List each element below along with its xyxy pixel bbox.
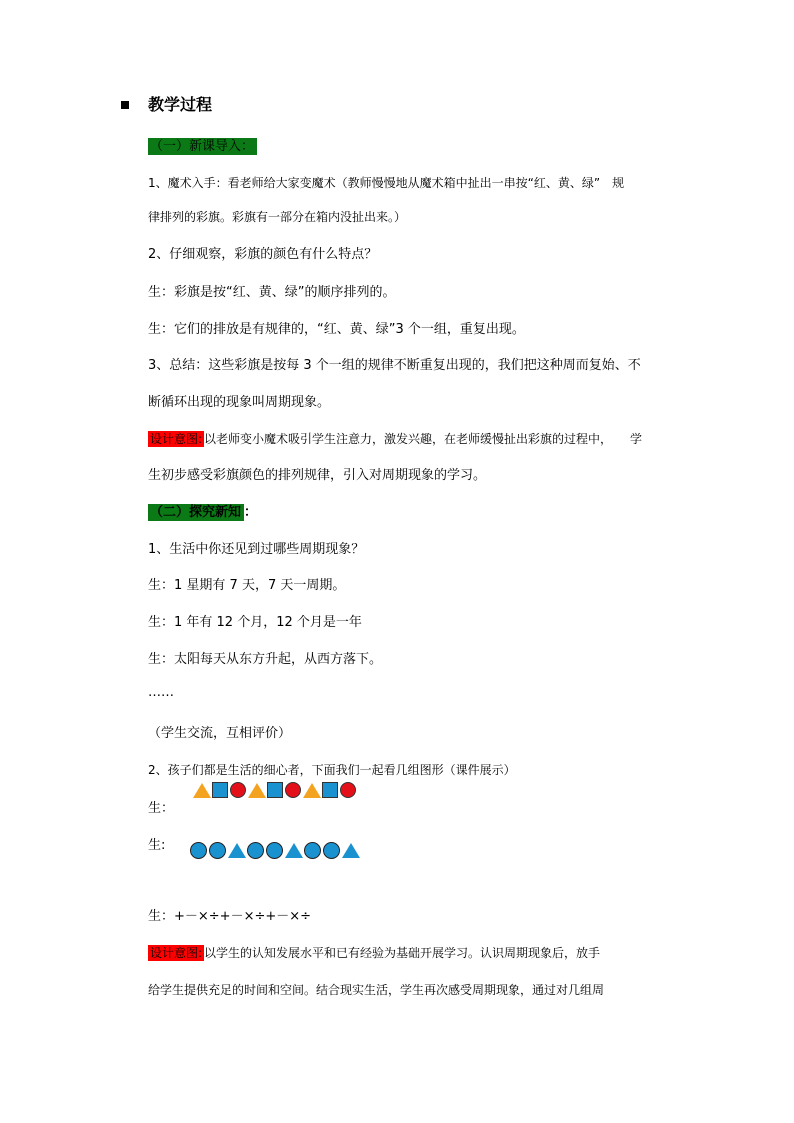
- student-label-1: 生：: [148, 801, 175, 816]
- line-1: 1、魔术入手：看老师给大家变魔术（教师慢慢地从魔术箱中扯出一串按“红、黄、绿” 规: [148, 176, 625, 190]
- square-icon: [267, 782, 283, 798]
- line-2: 律排列的彩旗。彩旗有一部分在箱内没扯出来。）: [148, 210, 407, 224]
- circle-icon: [340, 782, 356, 798]
- design-intent-label-1: 设计意图:: [150, 432, 203, 446]
- square-icon: [212, 782, 228, 798]
- circle-icon: [247, 842, 264, 859]
- student-label-2: 生:: [148, 838, 166, 853]
- design-intent-text-1: 以老师变小魔术吸引学生注意力，激发兴趣，在老师缓慢扯出彩旗的过程中， 学: [204, 432, 643, 446]
- shape-sequence-1: [193, 782, 358, 798]
- section1-label: （一）新课导入：: [148, 138, 257, 155]
- line-15: （学生交流，互相评价）: [148, 726, 292, 741]
- circle-icon: [266, 842, 283, 859]
- line-10: 1、生活中你还见到过哪些周期现象？: [148, 542, 365, 557]
- line-7: 断循环出现的现象叫周期现象。: [148, 395, 331, 410]
- shape-sequence-2: [190, 842, 361, 859]
- design-intent-label-2: 设计意图:: [150, 946, 203, 960]
- line-13: 生：太阳每天从东方升起，从西方落下。: [148, 652, 383, 667]
- triangle-icon: [228, 843, 246, 858]
- section2-suffix: ：: [244, 505, 258, 520]
- line-4: 生：彩旗是按“红、黄、绿”的顺序排列的。: [148, 285, 396, 300]
- circle-icon: [285, 782, 301, 798]
- design-note-2: [148, 946, 600, 961]
- section2-label-wrap: [148, 505, 257, 521]
- circle-icon: [190, 842, 207, 859]
- square-icon: [322, 782, 338, 798]
- line-9: 生初步感受彩旗颜色的排列规律，引入对周期现象的学习。: [148, 468, 487, 483]
- triangle-icon: [248, 783, 266, 798]
- student-label-3: 生：+－×÷+－×÷+－×÷: [148, 909, 312, 924]
- design-intent-text-2: 以学生的认知发展水平和已有经验为基础开展学习。认识周期现象后，放手: [204, 946, 601, 960]
- circle-icon: [304, 842, 321, 859]
- square-bullet-icon: [121, 101, 129, 109]
- line-6: 3、总结：这些彩旗是按每 3 个一组的规律不断重复出现的，我们把这种周而复始、不: [148, 358, 641, 373]
- line-19: 给学生提供充足的时间和空间。结合现实生活，学生再次感受周期现象，通过对几组周: [148, 983, 605, 997]
- triangle-icon: [193, 783, 211, 798]
- section-heading: 教学过程: [148, 95, 213, 114]
- line-11: 生：1 星期有 7 天，7 天一周期。: [148, 578, 346, 593]
- circle-icon: [230, 782, 246, 798]
- line-14: ……: [148, 685, 174, 700]
- design-note-1: [148, 432, 642, 447]
- section1-label-wrap: [148, 139, 257, 155]
- circle-icon: [323, 842, 340, 859]
- line-16: 2、孩子们都是生活的细心者，下面我们一起看几组图形（课件展示）: [148, 763, 516, 777]
- triangle-icon: [303, 783, 321, 798]
- triangle-icon: [342, 843, 360, 858]
- circle-icon: [209, 842, 226, 859]
- line-12: 生：1 年有 12 个月，12 个月是一年: [148, 615, 362, 630]
- line-3: 2、仔细观察，彩旗的颜色有什么特点？: [148, 247, 378, 262]
- section2-label: （二）探究新知: [148, 504, 244, 521]
- triangle-icon: [285, 843, 303, 858]
- line-5: 生：它们的排放是有规律的，“红、黄、绿”3 个一组，重复出现。: [148, 322, 525, 337]
